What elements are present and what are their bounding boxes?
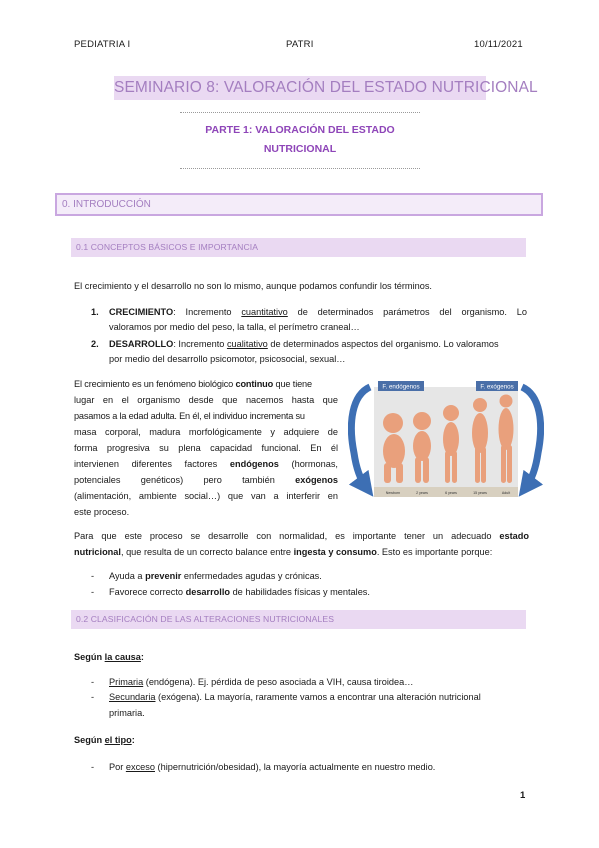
list-number: 1. [91,307,99,317]
bold-underlined-term: la causa [104,652,141,662]
text-line: forma progresiva su plena capacidad funcional. En él [74,443,338,453]
text-run: (hipernutrición/obesidad), la mayoría actualmente en nuestro medio. [154,762,436,772]
dotted-divider-top [180,112,420,113]
text-run: , que resulta de un correcto balance entre [120,547,294,557]
growth-stages-figure [348,375,544,503]
text-line: pasamos a la edad adulta. En él, el individuo incrementa su [74,411,305,421]
bold-term: Según [74,735,105,745]
dash-marker: - [91,692,95,702]
text-line: este proceso. [74,507,130,517]
bold-term: : [131,735,135,745]
text-run: que tiene [273,379,312,389]
age-label: Adult [501,491,511,495]
section-heading-intro: 0. INTRODUCCIÓN [55,193,543,216]
age-label: 2 years [416,491,428,495]
bold-term: prevenir [145,571,182,581]
text-run: . Esto es importante porque: [376,547,493,557]
dash-marker: - [91,587,95,597]
label-exogenos: F. exógenos [480,383,514,391]
left-arrow-icon [351,387,370,487]
underlined-term: exceso [125,762,155,772]
text-run: Favorece correcto [109,587,186,597]
def-text: : Incremento [173,339,227,349]
text-run: (endógena). Ej. pérdida de peso asociada a VIH, causa tiroidea… [143,677,414,687]
term-crecimiento: CRECIMIENTO [109,307,174,317]
text-run: (exógena). La mayoría, raramente vamos a encontrar una alteración nutricional [155,692,481,702]
bold-term: : [140,652,144,662]
text-run: de habilidades físicas y mentales. [230,587,370,597]
text-run: Por [109,762,126,772]
text-run: (hormonas, [278,459,338,469]
text-line: lugar en el organismo desde que nacemos hasta que [74,395,338,405]
text-line: (alimentación, ambiente social…) que van a interferir en [74,491,338,501]
intro-paragraph: El crecimiento y el desarrollo no son lo mismo, aunque podamos confundir los términos. [74,281,432,291]
text-run: Para que este proceso se desarrolle con normalidad, es importante tener un adecuado [74,531,500,541]
text-run: intervienen diferentes factores [74,459,230,469]
def-underlined: cualitativo [226,339,268,349]
bold-term: nutricional [74,547,121,557]
bold-term: Según [74,652,105,662]
def-text: de determinados aspectos del organismo. Lo valoramos [267,339,499,349]
header-left: PEDIATRIA I [74,39,131,50]
bold-term: ingesta y consumo [293,547,377,557]
part-title-line1: PARTE 1: VALORACIÓN DEL ESTADO [205,124,395,136]
bold-term: continuo [235,379,274,389]
text-run: potenciales genéticos) pero también [74,475,296,485]
term-desarrollo: DESARROLLO [109,339,174,349]
age-label: 6 years [445,491,457,495]
underlined-term: Primaria [109,677,144,687]
text-line: masa corporal, madura morfológicamente y adquiere de [74,427,338,437]
subsection-heading-basics: 0.1 CONCEPTOS BÁSICOS E IMPORTANCIA [71,238,526,257]
document-title: SEMINARIO 8: VALORACIÓN DEL ESTADO NUTRICIONAL [114,76,486,100]
dash-marker: - [91,762,95,772]
text-run: enfermedades agudas y crónicas. [181,571,322,581]
dash-marker: - [91,677,95,687]
underlined-term: Secundaria [109,692,156,702]
bold-term: estado [499,531,529,541]
part-title-line2: NUTRICIONAL [263,143,337,155]
def-underlined: cuantitativo [241,307,288,317]
page-number: 1 [520,790,526,801]
text-line: primaria. [109,708,145,718]
subsection-heading-classification: 0.2 CLASIFICACIÓN DE LAS ALTERACIONES NUTRICIONALES [71,610,526,629]
list-number: 2. [91,339,99,349]
dotted-divider-bottom [180,168,420,169]
header-center: PATRI [286,39,314,50]
bold-underlined-term: el tipo [104,735,132,745]
text-run: Ayuda a [109,571,146,581]
text-run: El crecimiento es un fenómeno biológico [74,379,236,389]
age-label: Newborn [385,491,401,495]
bold-term: endógenos [229,459,279,469]
def-text: : Incremento [173,307,242,317]
label-endogenos: F. endógenos [382,383,420,391]
header-right: 10/11/2021 [474,39,523,50]
dash-marker: - [91,571,95,581]
bold-term: desarrollo [185,587,231,597]
def-continuation: por medio del desarrollo psicomotor, psicosocial, sexual… [109,354,346,364]
bold-term: exógenos [295,475,338,485]
right-arrow-icon [522,387,541,487]
age-label: 15 years [473,491,487,495]
def-text: de determinados parámetros del organismo. Lo [287,307,527,317]
def-continuation: valoramos por medio del peso, la talla, el perímetro craneal… [109,322,360,332]
